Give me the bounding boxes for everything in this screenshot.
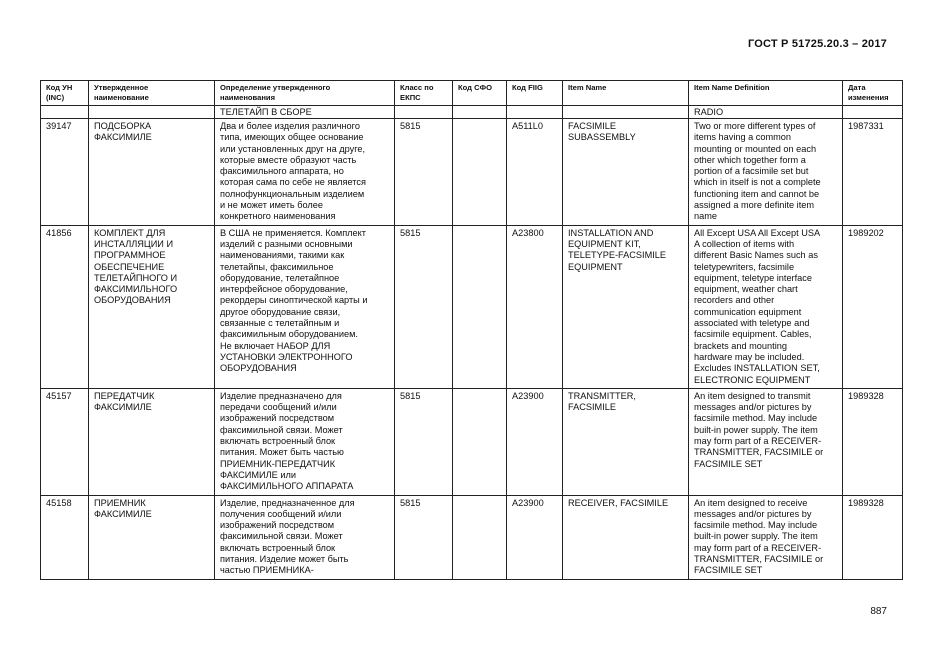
cell-class: 5815 xyxy=(395,119,453,226)
cell-date: 1989202 xyxy=(843,225,903,388)
cell-item-name xyxy=(563,106,689,119)
cell-item-name: RECEIVER, FACSIMILE xyxy=(563,495,689,579)
cell-item-name: INSTALLATION AND EQUIPMENT KIT, TELETYPE-FACSIMILE EQUIPMENT xyxy=(563,225,689,388)
cell-definition: Изделие, предназначенное для получения сообщений и/или изображений посредством факсимильной связи. Может включать встроенный блок питания. Изделие может быть частью ПРИЕМНИКА- xyxy=(215,495,395,579)
cell-fiig: A23900 xyxy=(507,388,563,495)
cell-item-name-definition: An item designed to transmit messages and/or pictures by facsimile method. May include built-in power supply. The item may form part of a RECEIVER- TRANSMITTER, FACSIMILE or FACSIMILE SET xyxy=(689,388,843,495)
cell-sfo xyxy=(453,119,507,226)
cell-item-name-definition: An item designed to receive messages and/or pictures by facsimile method. May include built-in power supply. The item may form part of a RECEIVER- TRANSMITTER, FACSIMILE or FACSIMILE SET xyxy=(689,495,843,579)
cell-sfo xyxy=(453,106,507,119)
column-header-fiig: Код FIIG xyxy=(507,81,563,106)
column-header-item-name-definition: Item Name Definition xyxy=(689,81,843,106)
cell-date: 1989328 xyxy=(843,388,903,495)
continuation-row xyxy=(41,106,903,119)
table-header-row xyxy=(41,81,903,106)
cell-fiig xyxy=(507,106,563,119)
cell-sfo xyxy=(453,225,507,388)
cell-fiig: A511L0 xyxy=(507,119,563,226)
page-number: 887 xyxy=(870,606,887,617)
cell-name: КОМПЛЕКТ ДЛЯ ИНСТАЛЛЯЦИИ И ПРОГРАММНОЕ ОБЕСПЕЧЕНИЕ ТЕЛЕТАЙПНОГО И ФАКСИМИЛЬНОГО ОБОРУДОВАНИЯ xyxy=(89,225,215,388)
cell-name xyxy=(89,106,215,119)
column-header-definition: Определение утвержденного наименования xyxy=(215,81,395,106)
cell-item-name: FACSIMILE SUBASSEMBLY xyxy=(563,119,689,226)
cell-definition: Изделие предназначено для передачи сообщений и/или изображений посредством факсимильной связи. Может включать встроенный блок питания. Может быть частью ПРИЕМНИК-ПЕРЕДАТЧИК ФАКСИМИЛЕ или ФАКСИМИЛЬНОГО АППАРАТА xyxy=(215,388,395,495)
column-header-item-name: Item Name xyxy=(563,81,689,106)
cell-date xyxy=(843,106,903,119)
cell-fiig: A23900 xyxy=(507,495,563,579)
catalog-table xyxy=(40,80,903,580)
cell-inc: 39147 xyxy=(41,119,89,226)
cell-definition: Два и более изделия различного типа, имеющих общее основание или установленных друг на друге, которые вместе образуют часть факсимильного аппарата, но которая сама по себе не является полнофункциональным изделием и не может иметь более конкретного наименования xyxy=(215,119,395,226)
table-row xyxy=(41,119,903,226)
cell-fiig: A23800 xyxy=(507,225,563,388)
cell-sfo xyxy=(453,495,507,579)
table-row xyxy=(41,225,903,388)
cell-class xyxy=(395,106,453,119)
cell-class: 5815 xyxy=(395,495,453,579)
cell-sfo xyxy=(453,388,507,495)
cell-definition: В США не применяется. Комплект изделий с разными основными наименованиями, такими как телетайпы, факсимильное оборудование, телетайпное интерфейсное оборудование, рекордеры синоптической карты и другое оборудование связи, связанные с телетайпным и факсимильным оборудованием. Не включает НАБОР ДЛЯ УСТАНОВКИ ЭЛЕКТРОННОГО ОБОРУДОВАНИЯ xyxy=(215,225,395,388)
cell-item-name-definition: All Except USA All Except USA A collection of items with different Basic Names such as teletypewriters, facsimile equipment, teletype interface equipment, weather chart recorders and other communication equipment associated with teletype and facsimile equipment. Cables, brackets and mounting hardware may be included. Excludes INSTALLATION SET, ELECTRONIC EQUIPMENT xyxy=(689,225,843,388)
column-header-name: Утвержденное наименование xyxy=(89,81,215,106)
cell-name: ПРИЕМНИК ФАКСИМИЛЕ xyxy=(89,495,215,579)
column-header-date: Дата изменения xyxy=(843,81,903,106)
cell-inc: 45158 xyxy=(41,495,89,579)
cell-item-name-definition: Two or more different types of items having a common mounting or mounted on each other which together form a portion of a facsimile set but which in itself is not a complete functioning item and cannot be assigned a more definite item name xyxy=(689,119,843,226)
cell-item-name-definition: RADIO xyxy=(689,106,843,119)
cell-class: 5815 xyxy=(395,388,453,495)
cell-inc: 41856 xyxy=(41,225,89,388)
cell-name: ПОДСБОРКА ФАКСИМИЛЕ xyxy=(89,119,215,226)
cell-class: 5815 xyxy=(395,225,453,388)
cell-item-name: TRANSMITTER, FACSIMILE xyxy=(563,388,689,495)
table-row xyxy=(41,495,903,579)
table-row xyxy=(41,388,903,495)
cell-name: ПЕРЕДАТЧИК ФАКСИМИЛЕ xyxy=(89,388,215,495)
cell-inc xyxy=(41,106,89,119)
column-header-inc: Код УН (INC) xyxy=(41,81,89,106)
column-header-class: Класс по ЕКПС xyxy=(395,81,453,106)
document-standard-title: ГОСТ Р 51725.20.3 – 2017 xyxy=(747,38,887,50)
cell-definition: ТЕЛЕТАЙП В СБОРЕ xyxy=(215,106,395,119)
column-header-sfo: Код СФО xyxy=(453,81,507,106)
cell-date: 1987331 xyxy=(843,119,903,226)
cell-inc: 45157 xyxy=(41,388,89,495)
cell-date: 1989328 xyxy=(843,495,903,579)
